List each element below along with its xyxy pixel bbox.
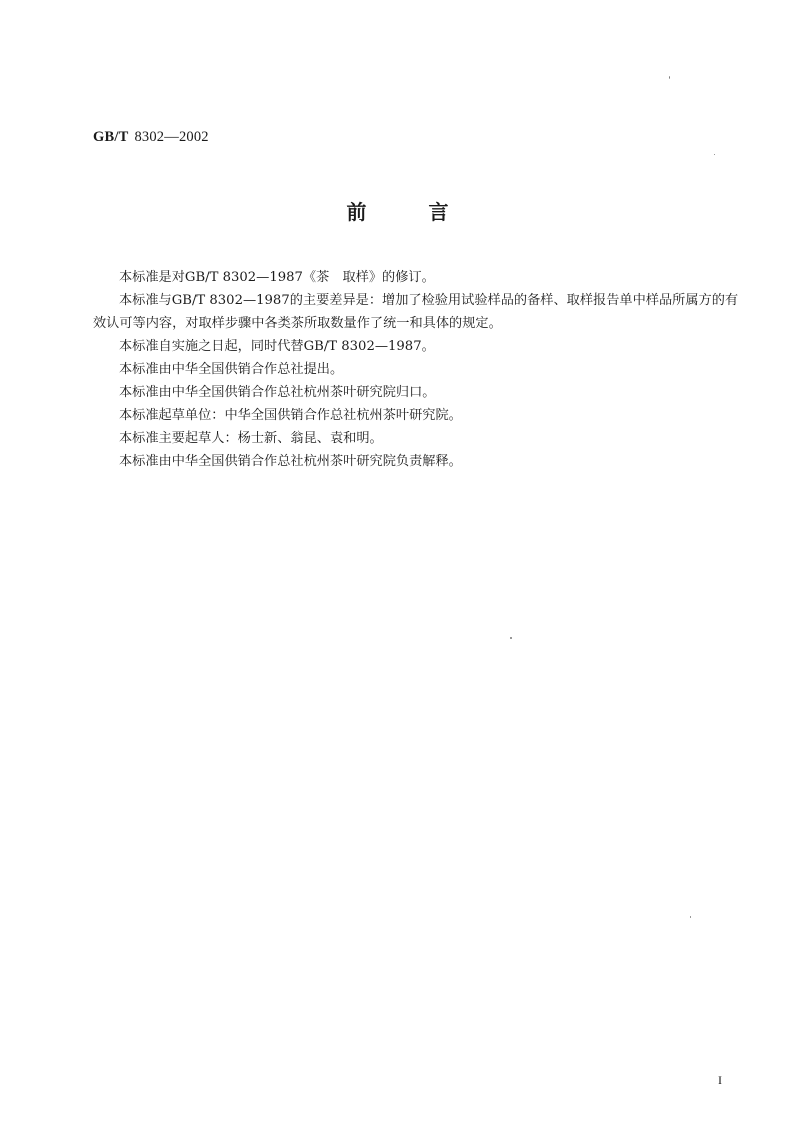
paragraph-revision: 本标准是对GB/T 8302—1987《茶 取样》的修订。	[119, 270, 435, 285]
paragraph-differences: 本标准与GB/T 8302—1987的主要差异是：增加了检验用试验样品的备样、取样报告单中样品所属方的有效认可等内容，对取样步骤中各类茶所取数量作了统一和具体的规定。	[93, 293, 739, 331]
paragraph-proposer: 本标准由中华全国供销合作总社提出。	[119, 362, 344, 377]
paragraph-replacement: 本标准自实施之日起，同时代替GB/T 8302—1987。	[119, 339, 435, 354]
page-number: I	[718, 1073, 722, 1087]
paragraph-interpretation: 本标准由中华全国供销合作总社杭州茶叶研究院负责解释。	[119, 454, 462, 469]
standard-prefix: GB/T	[93, 129, 129, 145]
paragraph-centralized: 本标准由中华全国供销合作总社杭州茶叶研究院归口。	[119, 385, 436, 400]
paragraph-drafting-unit: 本标准起草单位：中华全国供销合作总社杭州茶叶研究院。	[119, 408, 462, 423]
scan-speck	[510, 637, 512, 639]
scan-speck	[690, 916, 691, 918]
standard-code	[93, 129, 209, 146]
scan-speck	[714, 154, 715, 155]
title-char-1: 前	[346, 200, 367, 224]
standard-number: 8302—2002	[134, 129, 209, 145]
page-title	[0, 196, 795, 225]
foreword-body	[93, 266, 748, 473]
scan-speck	[669, 76, 670, 79]
paragraph-drafters: 本标准主要起草人：杨士新、翁昆、袁和明。	[119, 431, 383, 446]
title-char-2: 言	[428, 200, 449, 224]
